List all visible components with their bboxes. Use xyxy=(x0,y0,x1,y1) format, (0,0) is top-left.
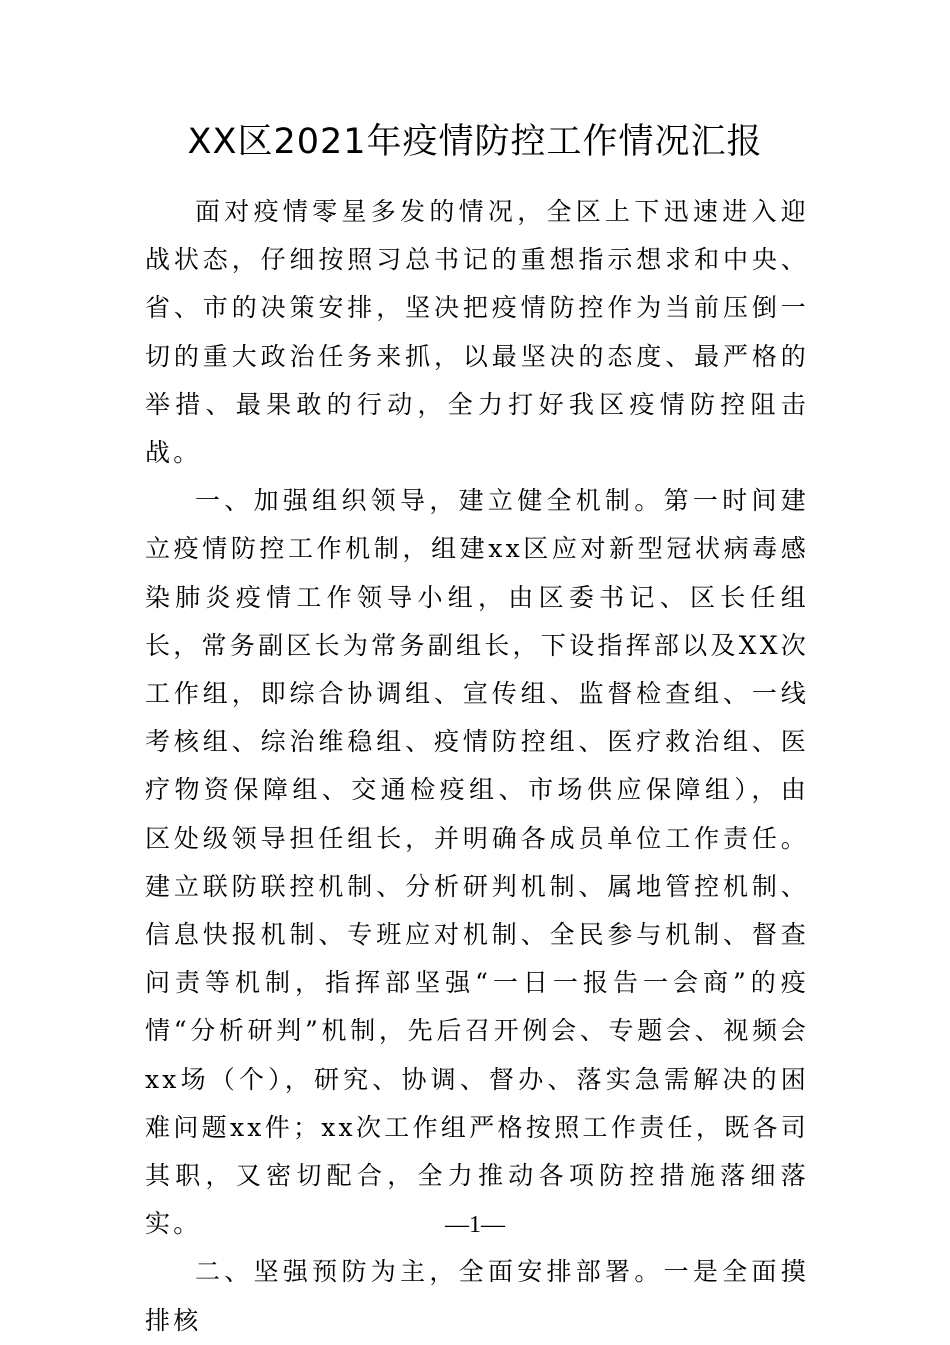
paragraph-section-2: 二、坚强预防为主，全面安排部署。一是全面摸排核 xyxy=(145,1257,809,1335)
paragraph-intro: 面对疫情零星多发的情况，全区上下迅速进入迎战状态，仔细按照习总书记的重想指示想求和中央、省、市的决策安排，坚决把疫情防控作为当前压倒一切的重大政治任务来抓，以最坚决的态度、最严格的举措、最果敢的行动，全力打好我区疫情防控阻击战。 xyxy=(145,197,809,468)
document-title: XX区2021年疫情防控工作情况汇报 xyxy=(187,122,763,162)
page-number: —1— xyxy=(445,1212,505,1238)
paragraph-section-1: 一、加强组织领导，建立健全机制。第一时间建立疫情防控工作机制，组建xx区应对新型冠状病毒感染肺炎疫情工作领导小组，由区委书记、区长任组长，常务副区长为常务副组长，下设指挥部以及XX次工作组，即综合协调组、宣传组、监督检查组、一线考核组、综治维稳组、疫情防控组、医疗救治组、医疗物资保障组、交通检疫组、市场供应保障组），由区处级领导担任组长，并明确各成员单位工作责任。建立联防联控机制、分析研判机制、属地管控机制、信息快报机制、专班应对机制、全民参与机制、督查问责等机制，指挥部坚强“一日一报告一会商”的疫情“分析研判”机制，先后召开例会、专题会、视频会xx场（个），研究、协调、督办、落实急需解决的困难问题xx件；xx次工作组严格按照工作责任，既各司其职，又密切配合，全力推动各项防控措施落细落实。 xyxy=(145,486,809,1239)
document-body xyxy=(145,188,809,1345)
